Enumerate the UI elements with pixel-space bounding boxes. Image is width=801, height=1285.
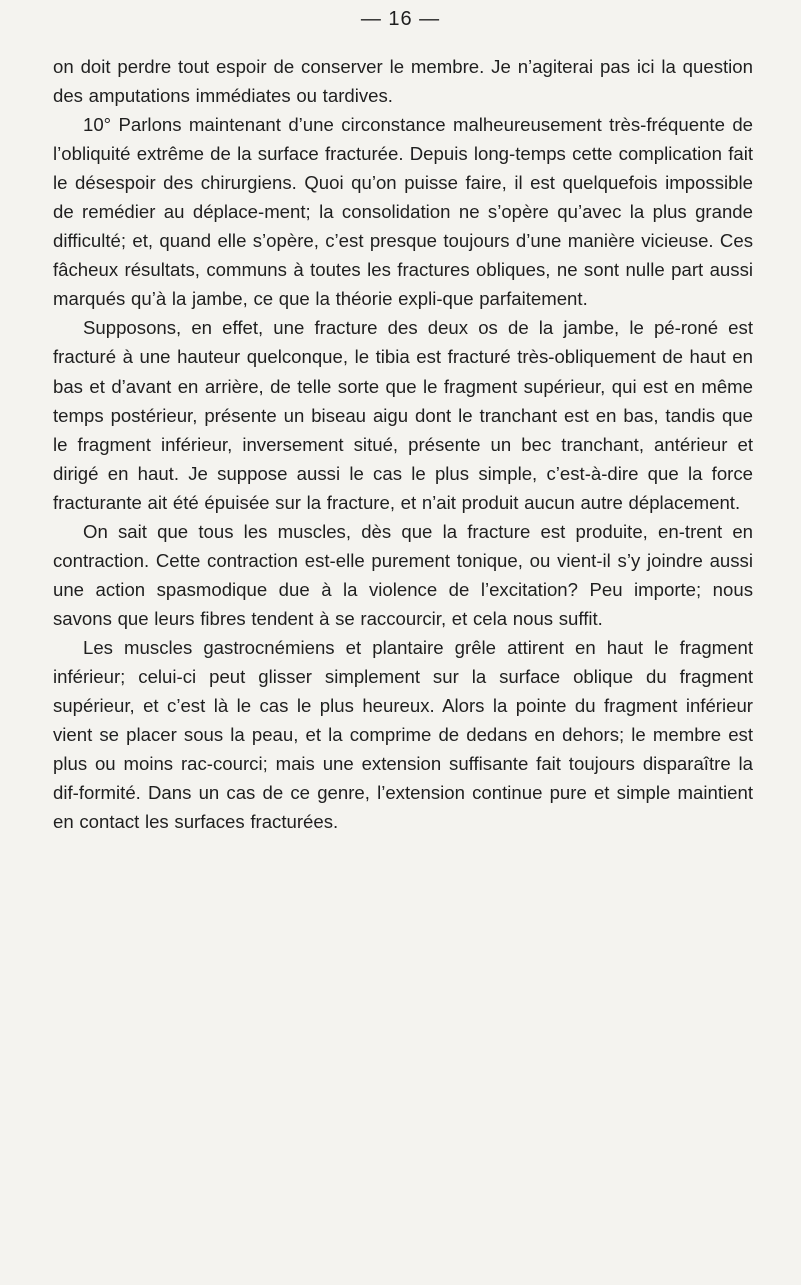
paragraph-muscle-contraction: On sait que tous les muscles, dès que la fracture est produite, en-trent en contraction. Cette contraction est-elle purement tonique, ou vient-il s’y joindre aussi une action spasmodique due à la violence de l’excitation? Peu importe; nous savons que leurs fibres tendent à se raccourcir, et cela nous suffit. — [53, 520, 753, 629]
page-number: — 16 — — [360, 8, 441, 30]
body-text — [53, 52, 753, 836]
paragraph-continuation: on doit perdre tout espoir de conserver le membre. Je n’agiterai pas ici la question des amputations immédiates ou tardives. — [53, 56, 753, 107]
paragraph-supposition: Supposons, en effet, une fracture des deux os de la jambe, le pé-roné est fracturé à une hauteur quelconque, le tibia est fracturé très-obliquement de haut en bas et d’avant en arrière, de telle sorte que le fragment supérieur, qui est en même temps postérieur, présente un biseau aigu dont le tranchant est en bas, tandis que le fragment inférieur, inversement situé, présente un bec tranchant, antérieur et dirigé en haut. Je suppose aussi le cas le plus simple, c’est-à-dire que la force fracturante ait été épuisée sur la fracture, et n’ait produit aucun autre déplacement. — [53, 317, 753, 513]
paragraph-gastrocnemius: Les muscles gastrocnémiens et plantaire grêle attirent en haut le fragment inférieur; celui-ci peut glisser simplement sur la surface oblique du fragment supérieur, et c’est là le cas le plus heureux. Alors la pointe du fragment inférieur vient se placer sous la peau, et la comprime de dedans en dehors; le membre est plus ou moins rac-courci; mais une extension suffisante fait toujours disparaître la dif-formité. Dans un cas de ce genre, l’extension continue pure et simple maintient en contact les surfaces fracturées. — [53, 636, 753, 833]
paragraph-oblique-fractures: 10° Parlons maintenant d’une circonstance malheureusement très-fréquente de l’obliquité extrême de la surface fracturée. Depuis long-temps cette complication fait le désespoir des chirurgiens. Quoi qu’on puisse faire, il est quelquefois impossible de remédier au déplace-ment; la consolidation ne s’opère qu’avec la plus grande difficulté; et, quand elle s’opère, c’est presque toujours d’une manière vicieuse. Ces fâcheux résultats, communs à toutes les fractures obliques, ne sont nulle part aussi marqués qu’à la jambe, ce que la théorie expli-que parfaitement. — [53, 114, 753, 310]
